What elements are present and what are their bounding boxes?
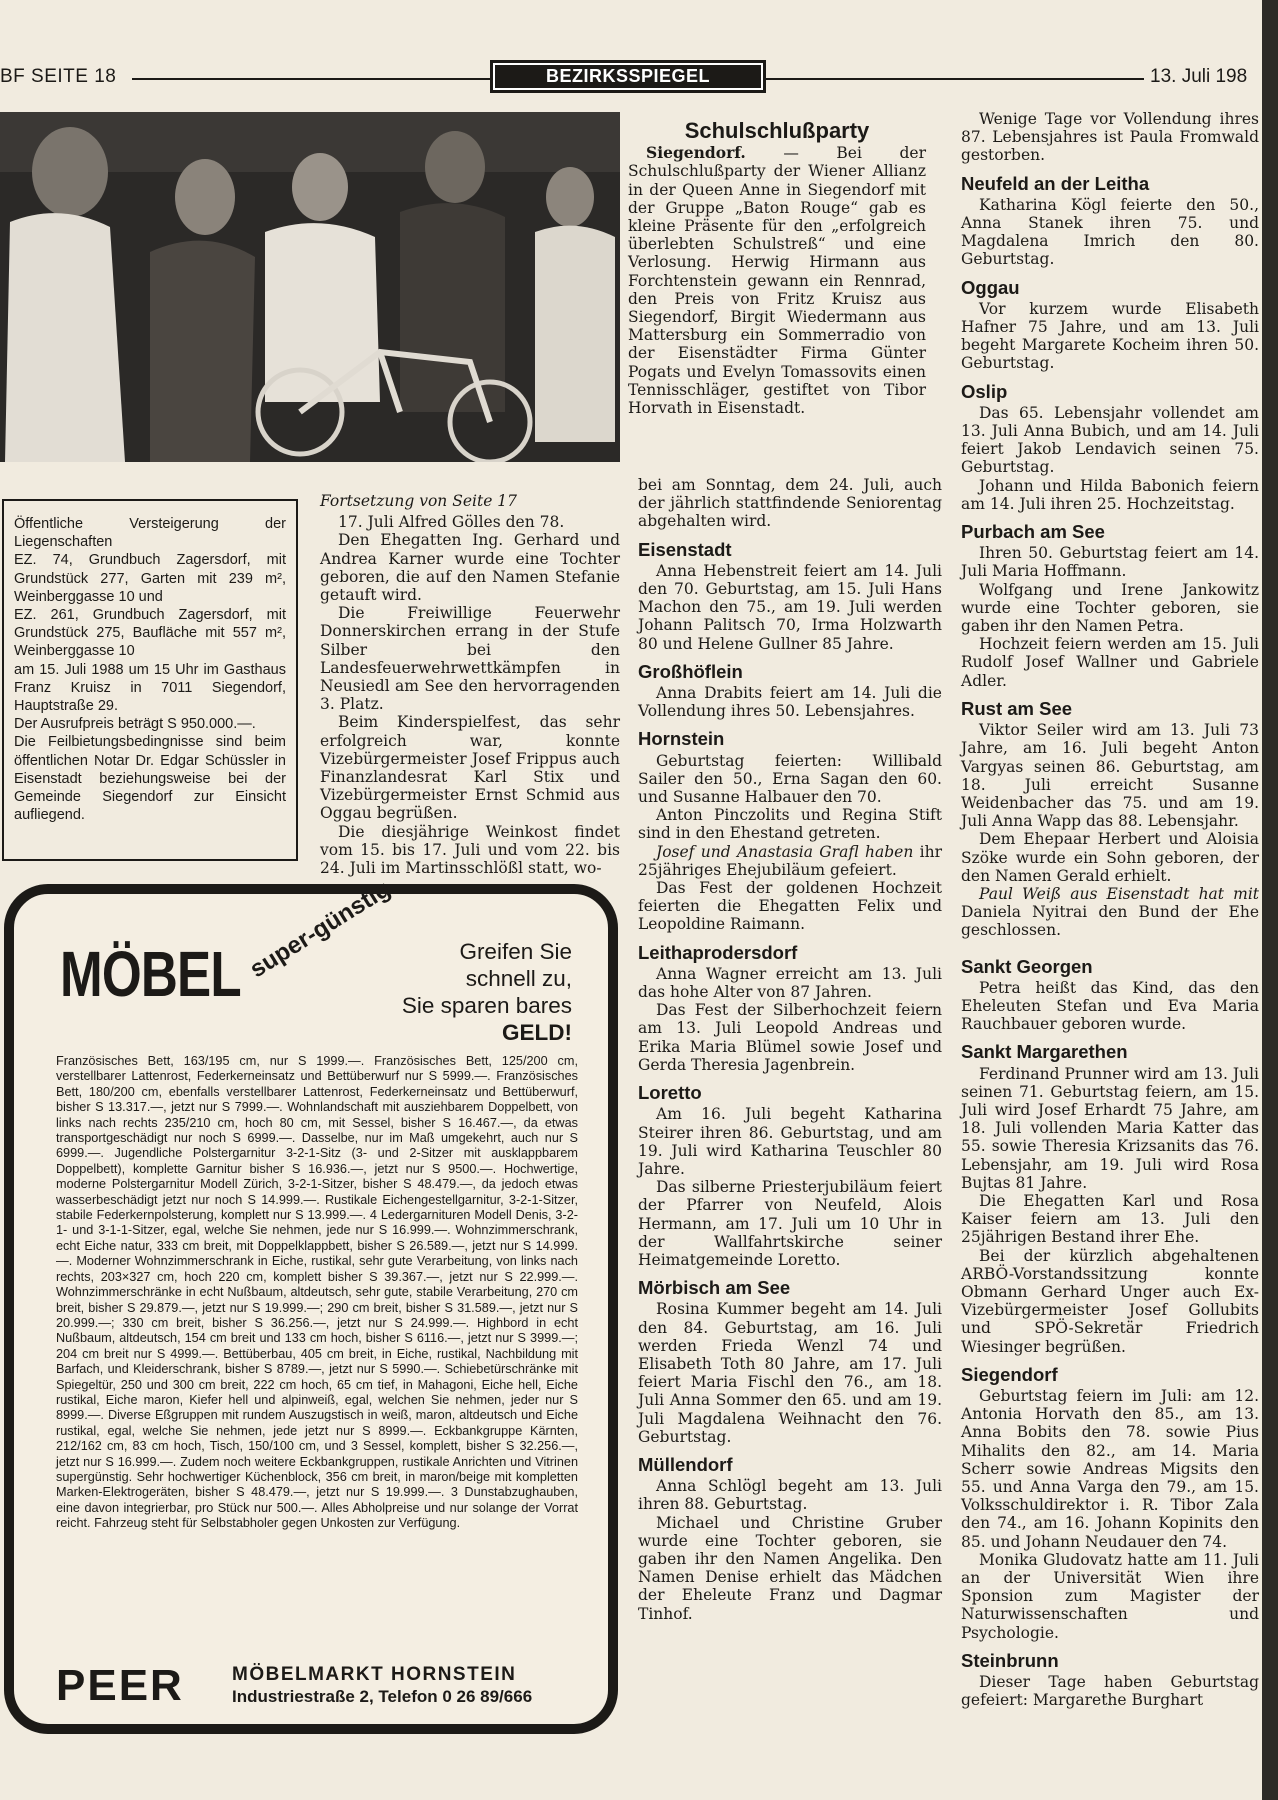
party-photo: [0, 112, 620, 462]
text-rust-3a: Paul Weiß aus Eisenstadt hat mit: [979, 884, 1259, 903]
text-hornstein-2: Anton Pinczolits und Regina Stift sind in den Ehestand getreten.: [638, 806, 942, 843]
col2-para-4: Beim Kinderspielfest, das sehr erfolgreich war, konnte Vizebürgermeister Josef Frippus auch Finanzlandesrat Karl Stix und Vizebürgermeister Ernst Schmid aus Oggau begrüßen.: [320, 713, 620, 823]
text-moerbisch: Rosina Kummer begeht am 14. Juli den 84. Geburtstag, am 16. Juli werden Frieda Wenzl 74 und Elisabeth Toth 80 Jahre, am 17. Juli feiert Maria Fischl den 76., am 18. Juli Anna Sommer den 65. und am 19. Juli Magdalena Weihnacht den 76. Geburtstag.: [638, 1300, 942, 1446]
ad-firm-name: MÖBELMARKT HORNSTEIN: [232, 1664, 517, 1685]
heading-eisenstadt: Eisenstadt: [638, 538, 732, 560]
ad-brand-peer: PEER: [56, 1661, 184, 1710]
text-rust-2: Dem Ehepaar Herbert und Aloisia Szöke wurde ein Sohn geboren, der den Namen Gerald erhielt.: [961, 830, 1259, 885]
ad-firm-address: [232, 1664, 532, 1708]
continuation-note: Fortsetzung von Seite 17: [320, 492, 518, 510]
text-margarethen-3: Bei der kürzlich abgehaltenen ARBÖ-Vorstandssitzung konnte Obmann Gerhard Unger auch Ex-Vizebürgermeister Josef Gollubits und SPÖ-Sekretär Friedrich Wiesinger begrüßen.: [961, 1246, 1259, 1356]
page-number: BF SEITE 18: [0, 66, 117, 87]
text-purbach-1: Ihren 50. Geburtstag feiert am 14. Juli Maria Hoffmann.: [961, 544, 1259, 581]
ad-offer-list: Französisches Bett, 163/195 cm, nur S 1999.—. Französisches Bett, 125/200 cm, verstellbarer Lattenrost, Federkerneinsatz und Bettüberwurf nur S 5999.—. Französisches Bett, 180/200 cm, ebenfalls verstellbarer Lattenrost, Federkerneinsatz und Bettüberwurf, bisher S 13.317.—, jetzt nur S 7999.—. Wohnlandschaft mit ausziehbarem Doppelbett, von links nach rechts 235/210 cm, hoch 80 cm, mit Sessel, bisher S 16.467.—, da etwas transportgeschädigt nur noch S 6999.—. Dasselbe, nur im Maß umgekehrt, auch nur S 6999.—. Jugendliche Polstergarnitur 3-2-1-Sitz (3- und 2-Sitzer mit ausklappbarem Doppelbett), komplette Garnitur bisher S 16.936.—, jetzt nur S 9500.—. Hochwertige, moderne Polstergarnitur Modell Zürich, 3-2-1-Sitzer, bisher S 48.479.—, da jedoch etwas wasserbeschädigt jetzt nur noch S 14.999.—. Rustikale Eichengestellgarnitur, 3-2-1-Sitzer, stabile Federkernpolsterung, komplett nur S 13.999.—. 4 Ledergarnituren Modell Denis, 3-2-1- und 3-1-1-Sitzer, egal, welche Sie nehmen, jede nur S 16.999.—. Wohnzimmerschrank, echt Eiche natur, 333 cm breit, mit Doppelklappbett, bisher S 26.589.—, jetzt nur S 14.999.—. Moderner Wohnzimmerschrank in Eiche, rustikal, sehr gute Verarbeitung, von links nach rechts, 203×327 cm, hoch 220 cm, komplett bisher S 39.367.—, jetzt nur S 22.999.—. Wohnzimmerschränke in echt Nußbaum, altdeutsch, sehr gute, stabile Verarbeitung, 270 cm breit, bisher S 29.879.—, jetzt nur S 19.999.—; 290 cm breit, bisher S 31.589.—, jetzt nur S 20.999.—; 330 cm breit, bisher S 36.256.—, jetzt nur S 24.999.—. Highbord in echt Nußbaum, altdeutsch, 154 cm breit und 133 cm hoch, bisher S 6116.—, jetzt nur S 3999.—; 204 cm breit nur S 4999.—. Bettüberbau, 405 cm breit, in Eiche, rustikal, Nachbildung mit Barfach, und Kleiderschrank, bisher S 8789.—, jetzt nur S 5990.—. Schiebetürschränke mit Spiegeltür, 250 und 300 cm breit, 222 cm hoch, 65 cm tief, in Mahagoni, Eiche hell, Eiche rustikal, Eiche maron, Kiefer hell und alpinweiß, egal, welchen Sie nehmen, jeder nur S 8999.—. Diverse Eßgruppen mit rundem Auszugstisch in weiß, maron, altdeutsch und Eiche rustikal, egal, welche Sie nehmen, jede jetzt nur S 8999.—. Eckbankgruppe Kärnten, 212/162 cm, 83 cm hoch, Tisch, 150/100 cm, und 3 Sessel, komplett, bisher S 32.256.—, jetzt nur S 16.999.—. Zudem noch weitere Eckbankgruppen, rustikale Anrichten und Vitrinen supergünstig. Sehr hochwertiger Küchenblock, 356 cm breit, in maron/beige mit kompletten Marken-Elektrogeräten, bisher S 48.479.—, jetzt nur S 19.999.—. 3 Dunstabzughauben, eine davon integrierbar, pro Stück nur 500.—. Alles Abholpreise und nur solange der Vorrat reicht. Fahrzeug steht für Selbstabholer gegen Unkosten zur Verfügung.: [56, 1054, 578, 1531]
text-loretto-2: Das silberne Priesterjubiläum feiert der Pfarrer von Neufeld, Alois Hermann, am 17. Juli um 10 Uhr in der Wallfahrtskirche seiner Heimatgemeinde Loretto.: [638, 1178, 942, 1269]
text-grosshoeflein: Anna Drabits feiert am 14. Juli die Vollendung ihres 50. Lebensjahres.: [638, 684, 942, 721]
text-oslip-2: Johann und Hilda Babonich feiern am 14. Juli ihren 25. Hochzeitstag.: [961, 476, 1259, 513]
party-text: — Bei der Schulschlußparty der Wiener Allianz in der Queen Anne in Siegendorf mit der Gruppe „Baton Rouge“ gab es kleine Präsente für den „erfolgreich überlebten Schulstreß“ und eine Verlosung. Herwig Hirmann aus Forchtenstein gewann ein Rennrad, den Preis von Fritz Kruisz aus Siegendorf, Birgit Wiedermann aus Mattersburg ein Sommerradio von der Eisenstädter Firma Günter Pogats und Evelyn Tomassovits einen Tennisschläger, gestiftet von Tibor Horvath in Eisenstadt.: [628, 144, 926, 418]
col2-para-1: 17. Juli Alfred Gölles den 78.: [338, 513, 565, 532]
text-hornstein-3b: ihr 25jähriges Ehejubiläum gefeiert.: [638, 842, 942, 879]
header-rule-left: [132, 78, 490, 80]
heading-hornstein: Hornstein: [638, 728, 725, 750]
auction-item-2: EZ. 261, Grundbuch Zagersdorf, mit Grundstück 275, Baufläche mit 557 m², Weinberggasse 10: [14, 607, 286, 660]
text-siegendorf-1: Geburtstag feiern im Juli: am 12. Antonia Horvath den 85., am 13. Anna Bobits den 78. sowie Pius Mihalits den 82., am 14. Maria Scherr sowie Andreas Migsits den 55. und Anna Varga den 79., am 15. Volksschuldirektor i. R. Tibor Zala den 74., am 16. Johann Kopinits den 85. und Johann Neudauer den 74.: [961, 1387, 1259, 1551]
text-steinbrunn: Dieser Tage haben Geburtstag gefeiert: Margarethe Burghart: [961, 1673, 1259, 1710]
text-purbach-3: Hochzeit feiern werden am 15. Juli Rudolf Josef Wallner und Gabriele Adler.: [961, 635, 1259, 690]
party-place: Siegendorf.: [646, 143, 746, 163]
col-2-article: [320, 492, 620, 877]
text-leitha-2: Das Fest der Silberhochzeit feiern am 13. Juli Leopold Andreas und Erika Maria Blümel sowie Josef und Gerda Theresia Jagenbrein.: [638, 1001, 942, 1074]
text-siegendorf-2: Monika Gludovatz hatte am 11. Juli an der Universität Wien ihre Sponsion zum Magister der Naturwissenschaften und Psychologie.: [961, 1550, 1259, 1642]
heading-steinbrunn: Steinbrunn: [961, 1649, 1059, 1671]
col2-para-3: Die Freiwillige Feuerwehr Donnerskirchen errang in der Stufe Silber bei den Landesfeuerwehrwettkämpfen in Neusiedl am See den hervorragenden 3. Platz.: [320, 604, 620, 714]
section-title: BEZIRKSSPIEGEL: [495, 65, 761, 88]
ad-slogan: [332, 938, 572, 1046]
ad-slogan-geld: GELD!: [502, 1020, 572, 1045]
page-edge: [1262, 0, 1278, 1800]
heading-neufeld: Neufeld an der Leitha: [961, 172, 1150, 194]
auction-item-1: EZ. 74, Grundbuch Zagersdorf, mit Grundstück 277, Garten mit 239 m², Weinberggasse 10 und: [14, 552, 286, 605]
heading-grosshoeflein: Großhöflein: [638, 660, 743, 682]
heading-moerbisch: Mörbisch am See: [638, 1277, 791, 1299]
text-eisenstadt: Anna Hebenstreit feiert am 14. Juli den 70. Geburtstag, am 15. Juli Hans Machon den 75., am 19. Juli werden Johann Palitsch 70, Irma Holzwarth 80 und Helene Gullner 85 Jahre.: [638, 561, 942, 653]
auction-price: Der Ausrufpreis beträgt S 950.000.—.: [14, 716, 256, 733]
heading-oslip: Oslip: [961, 380, 1008, 402]
text-purbach-2: Wolfgang und Irene Jankowitz wurde eine Tochter geboren, sie gaben ihr den Namen Petra.: [961, 580, 1259, 636]
col3-intro: bei am Sonntag, dem 24. Juli, auch der jährlich stattfindende Seniorentag abgehalten wird.: [638, 476, 942, 531]
text-sankt-georgen: Petra heißt das Kind, das den Eheleuten Stefan und Eva Maria Rauchbauer geboren wurde.: [961, 978, 1259, 1034]
furniture-ad: [4, 875, 618, 1734]
auction-conditions: Die Feilbietungsbedingnisse sind beim öffentlichen Notar Dr. Edgar Schüssler in Eisenstadt beziehungsweise bei der Gemeinde Siegendorf zur Einsicht aufliegend.: [14, 734, 286, 824]
heading-siegendorf: Siegendorf: [961, 1363, 1058, 1385]
text-margarethen-2: Die Ehegatten Karl und Rosa Kaiser feiern am 13. Juli den 25jährigen Bestand ihrer Ehe.: [961, 1191, 1259, 1247]
text-loretto-1: Am 16. Juli begeht Katharina Steirer ihren 86. Geburtstag, und am 19. Juli wird Katharina Teuschler 80 Jahre.: [638, 1105, 942, 1178]
heading-purbach: Purbach am See: [961, 521, 1105, 543]
col-4-article: [961, 110, 1259, 1709]
heading-loretto: Loretto: [638, 1082, 702, 1104]
text-hornstein-4: Das Fest der goldenen Hochzeit feierten die Ehegatten Felix und Leopoldine Raimann.: [638, 879, 942, 934]
heading-leithaprodersdorf: Leithaprodersdorf: [638, 941, 798, 963]
text-oslip-1: Das 65. Lebensjahr vollendet am 13. Juli Anna Bubich, und am 14. Juli feiert Jakob Lendavich seinen 75. Geburtstag.: [961, 403, 1259, 477]
text-neufeld: Katharina Kögl feierte den 50., Anna Stanek ihren 75. und Magdalena Imrich den 80. Geburtstag.: [961, 195, 1259, 269]
text-leitha-1: Anna Wagner erreicht am 13. Juli das hohe Alter von 87 Jahren.: [638, 964, 942, 1002]
party-title: Schulschlußparty: [684, 118, 870, 143]
ad-slogan-line-2: schnell zu,: [465, 966, 572, 991]
section-banner: [490, 60, 766, 93]
ad-firm-contact: Industriestraße 2, Telefon 0 26 89/666: [232, 1687, 533, 1706]
ad-moebel-headline: MÖBEL: [60, 938, 241, 1010]
issue-date: 13. Juli 198: [1150, 66, 1248, 87]
ad-slogan-line-3: Sie sparen bares: [401, 993, 572, 1018]
ad-slogan-line-1: Greifen Sie: [459, 939, 572, 964]
header-rule-right: [766, 78, 1144, 80]
heading-sankt-margarethen: Sankt Margarethen: [961, 1041, 1128, 1063]
text-rust-3b: Daniela Nyitrai den Bund der Ehe geschlossen.: [961, 903, 1259, 940]
col2-para-2: Den Ehegatten Ing. Gerhard und Andrea Karner wurde eine Tochter geboren, die auf den Namen Stefanie getauft wird.: [320, 531, 620, 605]
text-hornstein-3a: Josef und Anastasia Grafl haben: [656, 842, 914, 861]
text-muellendorf-2: Michael und Christine Gruber wurde eine Tochter geboren, sie gaben ihr den Namen Angelika. Den Namen Denise erhielt das Mädchen der Eheleute Franz und Dagmar Tinhof.: [638, 1513, 942, 1623]
heading-muellendorf: Müllendorf: [638, 1453, 733, 1475]
col4-intro: Wenige Tage vor Vollendung ihres 87. Lebensjahres ist Paula Fromwald gestorben.: [961, 110, 1259, 165]
heading-sankt-georgen: Sankt Georgen: [961, 955, 1093, 977]
party-photo-graphic: [0, 112, 620, 462]
heading-oggau: Oggau: [961, 276, 1020, 298]
text-hornstein-1: Geburtstag feierten: Willibald Sailer den 50., Erna Sagan den 60. und Susanne Halbauer den 70.: [638, 751, 942, 807]
text-oggau: Vor kurzem wurde Elisabeth Hafner 75 Jahre, und am 13. Juli begeht Margarete Kocheim ihren 50. Geburtstag.: [961, 299, 1259, 373]
party-article: [628, 112, 926, 417]
text-muellendorf-1: Anna Schlögl begeht am 13. Juli ihren 88. Geburtstag.: [638, 1477, 942, 1514]
heading-rust: Rust am See: [961, 697, 1073, 719]
auction-title: Öffentliche Versteigerung der Liegenschaften: [14, 516, 286, 551]
col2-para-5: Die diesjährige Weinkost findet vom 15. bis 17. Juli und vom 22. bis 24. Juli im Martinsschlößl statt, wo-: [320, 822, 620, 878]
auction-notice: [2, 499, 298, 861]
ad-super-guenstig: super-günstig: [245, 875, 396, 984]
text-rust-1: Viktor Seiler wird am 13. Juli 73 Jahre, am 16. Juli begeht Anton Vargyas seinen 86. Geburtstag, am 18. Juli erreicht Susanne Weidenbacher das 75. und am 19. Juli Anna Wapp das 88. Lebensjahr.: [961, 721, 1259, 831]
text-margarethen-1: Ferdinand Prunner wird am 13. Juli seinen 71. Geburtstag feiern, am 15. Juli wird Josef Erhardt 75 Jahre, am 18. Juli vollenden Maria Katter das 55. sowie Theresia Krizsanits das 76. Lebensjahr, am 19. Juli wird Rosa Bujtas 81 Jahre.: [961, 1064, 1259, 1192]
col-3-article: [638, 476, 942, 1623]
auction-date: am 15. Juli 1988 um 15 Uhr im Gasthaus Franz Kruisz in 7011 Siegendorf, Hauptstraße 29.: [14, 661, 286, 715]
